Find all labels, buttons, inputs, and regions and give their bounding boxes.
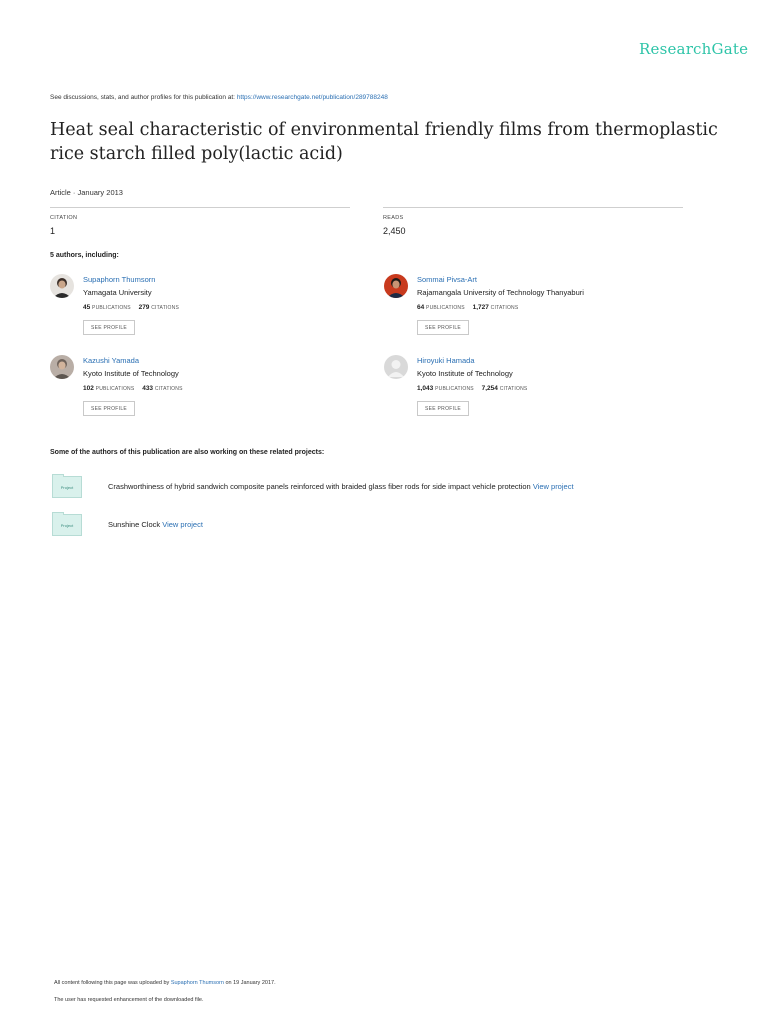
citation-count: 7,254 bbox=[481, 385, 498, 392]
avatar[interactable] bbox=[384, 355, 408, 379]
see-profile-button[interactable]: SEE PROFILE bbox=[83, 320, 135, 335]
project-folder-icon: Project bbox=[52, 514, 82, 536]
citation-count: 1,727 bbox=[472, 304, 489, 311]
author-card bbox=[50, 355, 350, 425]
project-item bbox=[50, 476, 750, 500]
enhancement-note: The user has requested enhancement of the downloaded file. bbox=[54, 997, 204, 1003]
author-stats bbox=[83, 385, 189, 392]
upload-prefix: All content following this page was uploaded by bbox=[54, 980, 170, 986]
author-institution: Rajamangala University of Technology Thanyaburi bbox=[417, 288, 584, 297]
uploader-link[interactable]: Supaphorn Thumsorn bbox=[170, 980, 224, 986]
project-folder-icon: Project bbox=[52, 476, 82, 498]
citation-label: CITATION bbox=[50, 215, 78, 221]
author-name[interactable]: Hiroyuki Hamada bbox=[417, 356, 475, 365]
upload-suffix: on 19 January 2017. bbox=[225, 980, 276, 986]
citations-label: CITATIONS bbox=[499, 386, 528, 392]
page-title: Heat seal characteristic of environmental friendly films from thermoplastic rice starch filled poly(lactic acid) bbox=[50, 120, 718, 164]
author-institution: Kyoto Institute of Technology bbox=[417, 369, 513, 378]
publication-count: 1,043 bbox=[417, 385, 434, 392]
reads-label: READS bbox=[383, 215, 404, 221]
publications-label: PUBLICATIONS bbox=[435, 386, 474, 392]
view-project-link[interactable]: View project bbox=[532, 482, 574, 491]
publication-link[interactable]: https://www.researchgate.net/publication/289788248 bbox=[236, 94, 388, 101]
see-profile-button[interactable]: SEE PROFILE bbox=[417, 320, 469, 335]
citations-label: CITATIONS bbox=[151, 305, 179, 311]
author-name[interactable]: Sommai Pivsa-Art bbox=[417, 275, 478, 284]
publication-count: 64 bbox=[417, 304, 425, 311]
researchgate-logo[interactable]: ResearchGate bbox=[639, 40, 749, 58]
citations-label: CITATIONS bbox=[154, 386, 183, 392]
author-stats bbox=[417, 304, 524, 311]
author-name[interactable]: Supaphorn Thumsorn bbox=[83, 275, 156, 284]
project-title: Sunshine Clock bbox=[108, 520, 161, 529]
project-title: Crashworthiness of hybrid sandwich composite panels reinforced with braided glass fiber rods for side impact vehicle protection bbox=[108, 482, 531, 491]
see-profile-button[interactable]: SEE PROFILE bbox=[83, 401, 135, 416]
author-card bbox=[384, 274, 684, 344]
related-projects-heading: Some of the authors of this publication are also working on these related projects: bbox=[50, 449, 325, 456]
author-stats bbox=[83, 304, 185, 311]
publications-label: PUBLICATIONS bbox=[95, 386, 135, 392]
author-card bbox=[384, 355, 684, 425]
project-text bbox=[108, 482, 574, 491]
see-profile-button[interactable]: SEE PROFILE bbox=[417, 401, 469, 416]
avatar[interactable] bbox=[50, 274, 74, 298]
upload-note bbox=[54, 980, 276, 986]
reads-value: 2,450 bbox=[383, 226, 406, 236]
citation-count: 433 bbox=[142, 385, 154, 392]
author-stats bbox=[417, 385, 533, 392]
project-text bbox=[108, 520, 203, 529]
publications-label: PUBLICATIONS bbox=[92, 305, 131, 311]
discussion-prefix: See discussions, stats, and author profiles for this publication at: bbox=[50, 94, 235, 101]
publications-label: PUBLICATIONS bbox=[426, 305, 465, 311]
view-project-link[interactable]: View project bbox=[162, 520, 203, 529]
project-item bbox=[50, 514, 750, 538]
citation-count: 279 bbox=[138, 304, 150, 311]
discussion-line bbox=[50, 94, 388, 101]
publication-count: 45 bbox=[83, 304, 91, 311]
divider-right bbox=[383, 207, 683, 208]
author-name[interactable]: Kazushi Yamada bbox=[83, 356, 140, 365]
author-institution: Kyoto Institute of Technology bbox=[83, 369, 179, 378]
article-meta: Article · January 2013 bbox=[50, 188, 123, 197]
publication-count: 102 bbox=[83, 385, 94, 392]
divider-left bbox=[50, 207, 350, 208]
authors-heading: 5 authors, including: bbox=[50, 252, 119, 259]
avatar[interactable] bbox=[384, 274, 408, 298]
citations-label: CITATIONS bbox=[490, 305, 519, 311]
author-institution: Yamagata University bbox=[83, 288, 152, 297]
author-card bbox=[50, 274, 350, 344]
avatar[interactable] bbox=[50, 355, 74, 379]
citation-value: 1 bbox=[50, 226, 56, 236]
